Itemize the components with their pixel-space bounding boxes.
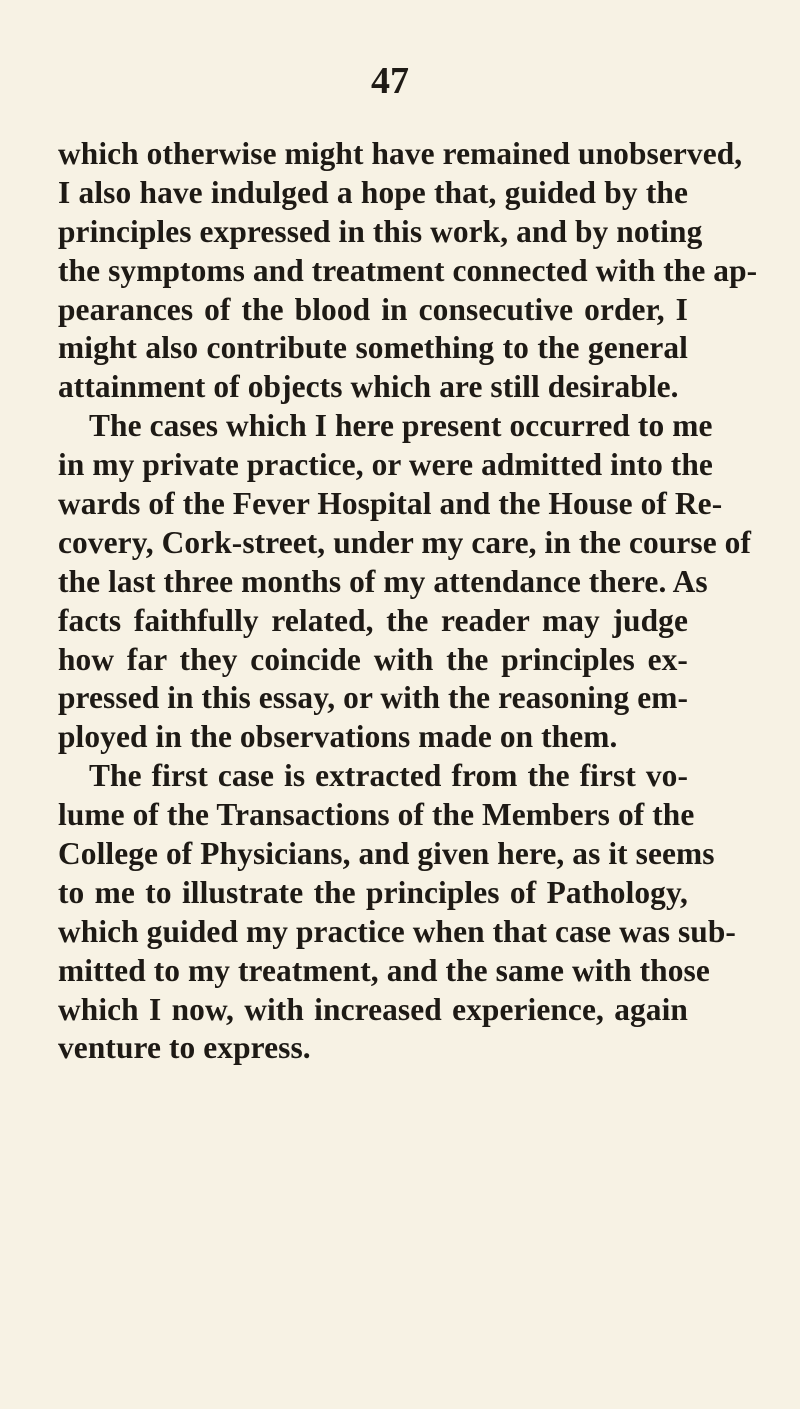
- text-line: venture to express.: [58, 1030, 311, 1066]
- body-text: [58, 135, 758, 1068]
- paragraph: [58, 135, 758, 407]
- text-line: lume of the Transactions of the Members of the: [58, 797, 695, 833]
- text-line: which I now, with increased experience, again: [58, 991, 688, 1027]
- text-line: pearances of the blood in consecutive order, I: [58, 291, 688, 327]
- text-line: might also contribute something to the general: [58, 330, 688, 366]
- text-line: wards of the Fever Hospital and the House of Re-: [58, 486, 723, 522]
- text-line: facts faithfully related, the reader may judge: [58, 602, 688, 638]
- text-line: the last three months of my attendance there. As: [58, 563, 708, 599]
- text-line: College of Physicians, and given here, as it seems: [58, 836, 715, 872]
- paragraph: [58, 407, 752, 757]
- paragraph: [58, 757, 736, 1068]
- text-line: mitted to my treatment, and the same with those: [58, 952, 710, 988]
- text-line: which guided my practice when that case was sub-: [58, 913, 736, 949]
- text-line: how far they coincide with the principles ex-: [58, 641, 688, 677]
- text-line: pressed in this essay, or with the reasoning em-: [58, 680, 689, 716]
- text-line: The cases which I here present occurred to me: [89, 408, 713, 444]
- text-line: which otherwise might have remained unobserved,: [58, 136, 743, 171]
- text-line: the symptoms and treatment connected with the ap-: [58, 252, 758, 288]
- text-line: in my private practice, or were admitted into the: [58, 447, 713, 483]
- text-line: The first case is extracted from the first vo-: [89, 758, 688, 794]
- text-line: covery, Cork-street, under my care, in the course of: [58, 524, 752, 560]
- text-line: to me to illustrate the principles of Pathology,: [58, 874, 688, 910]
- text-line: principles expressed in this work, and by noting: [58, 213, 703, 249]
- page-number: 47: [371, 60, 409, 102]
- text-line: I also have indulged a hope that, guided by the: [58, 174, 688, 210]
- text-line: ployed in the observations made on them.: [58, 719, 618, 755]
- text-line: attainment of objects which are still desirable.: [58, 369, 679, 405]
